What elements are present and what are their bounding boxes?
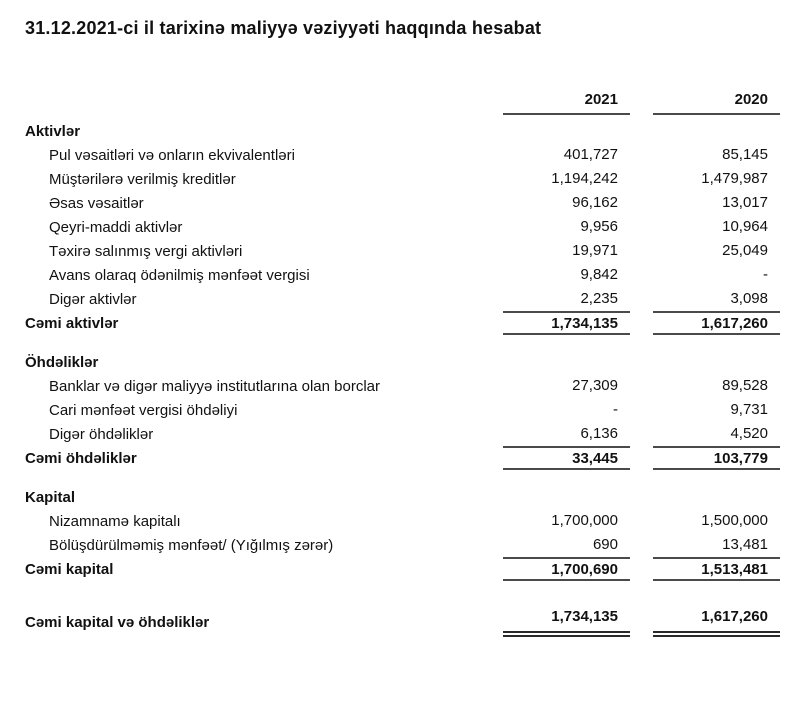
section-0-row-2-value-2021: 96,162: [572, 194, 618, 211]
section-2-row-1-value-2021: 690: [592, 536, 618, 553]
table-header-row: [25, 89, 780, 115]
section-0-row-0: [25, 143, 780, 167]
section-0-row-0-label: Pul vəsaitləri və onların ekvivalentləri: [49, 146, 295, 164]
section-0-row-2: [25, 191, 780, 215]
section-1-row-1-label: Cari mənfəət vergisi öhdəliyi: [49, 401, 238, 419]
section-header-1-label: Öhdəliklər: [25, 353, 99, 371]
section-0-row-3-label: Qeyri-maddi aktivlər: [49, 218, 183, 236]
section-1-row-1: [25, 398, 780, 422]
column-header-2021: 2021: [503, 89, 630, 115]
section-0-row-1-value-2020: 1,479,987: [701, 170, 768, 187]
section-header-1: [25, 350, 780, 374]
section-1-total-row-value-2021: 33,445: [503, 446, 630, 470]
section-header-1-value-2020: [653, 350, 780, 374]
balance-sheet-table: [25, 89, 780, 637]
section-header-2-value-2021: [503, 485, 630, 509]
section-header-2-label: Kapital: [25, 488, 76, 506]
column-header-2020: 2020: [653, 89, 780, 115]
section-1-total-row: [25, 446, 780, 470]
section-2-row-1: [25, 533, 780, 557]
section-0-row-6-value-2021: 2,235: [580, 290, 618, 307]
section-0-row-3-value-2021: 9,956: [580, 218, 618, 235]
section-2-total-row-value-2020: 1,513,481: [653, 557, 780, 581]
section-1-row-0: [25, 374, 780, 398]
section-0-row-3: [25, 215, 780, 239]
section-2-total-row-value-2021: 1,700,690: [503, 557, 630, 581]
section-1-total-row-label: Cəmi öhdəliklər: [25, 449, 137, 467]
section-0-total-row-value-2020: 1,617,260: [653, 311, 780, 335]
grand-total-row: [25, 607, 780, 637]
section-0-row-0-value-2021: 401,727: [563, 146, 618, 163]
section-0-total-row: [25, 311, 780, 335]
section-2-row-0-value-2021: 1,700,000: [551, 512, 618, 529]
section-2-row-1-value-2020: 13,481: [722, 536, 768, 553]
section-1-row-0-label: Banklar və digər maliyyə institutlarına olan borclar: [49, 377, 380, 395]
section-header-0-label: Aktivlər: [25, 122, 81, 140]
section-0-row-1: [25, 167, 780, 191]
section-header-0-value-2021: [503, 119, 630, 143]
section-header-0-value-2020: [653, 119, 780, 143]
page-title: 31.12.2021-ci il tarixinə maliyyə vəziyyəti haqqında hesabat: [25, 18, 542, 38]
section-0-row-5: [25, 263, 780, 287]
section-0-row-6: [25, 287, 780, 311]
section-0-row-5-label: Avans olaraq ödənilmiş mənfəət vergisi: [49, 266, 310, 284]
section-1-row-0-value-2021: 27,309: [572, 377, 618, 394]
section-0-row-5-value-2021: 9,842: [580, 266, 618, 283]
section-0-total-row-value-2021: 1,734,135: [503, 311, 630, 335]
section-0-row-5-value-2020: -: [763, 266, 768, 283]
section-0-row-1-value-2021: 1,194,242: [551, 170, 618, 187]
section-0-row-4-label: Təxirə salınmış vergi aktivləri: [49, 242, 243, 260]
section-0-row-6-label: Digər aktivlər: [49, 290, 137, 308]
section-header-1-value-2021: [503, 350, 630, 374]
section-0-row-2-label: Əsas vəsaitlər: [49, 194, 144, 212]
section-1-row-0-value-2020: 89,528: [722, 377, 768, 394]
section-1-row-2-label: Digər öhdəliklər: [49, 425, 154, 443]
grand-total-row-label: Cəmi kapital və öhdəliklər: [25, 613, 210, 631]
section-0-row-4-value-2021: 19,971: [572, 242, 618, 259]
grand-total-row-value-2021: 1,734,135: [503, 607, 630, 637]
section-1-row-2-value-2020: 4,520: [730, 425, 768, 442]
section-1-row-1-value-2021: -: [613, 401, 618, 418]
section-1-row-2-value-2021: 6,136: [580, 425, 618, 442]
section-0-row-3-value-2020: 10,964: [722, 218, 768, 235]
section-2-row-0-value-2020: 1,500,000: [701, 512, 768, 529]
section-header-2: [25, 485, 780, 509]
table-body: [25, 119, 780, 637]
section-2-total-row: [25, 557, 780, 581]
section-header-2-value-2020: [653, 485, 780, 509]
section-0-row-4-value-2020: 25,049: [722, 242, 768, 259]
section-0-row-6-value-2020: 3,098: [730, 290, 768, 307]
section-2-total-row-label: Cəmi kapital: [25, 560, 114, 578]
section-0-total-row-label: Cəmi aktivlər: [25, 314, 119, 332]
section-1-row-1-value-2020: 9,731: [730, 401, 768, 418]
section-2-row-0: [25, 509, 780, 533]
section-1-total-row-value-2020: 103,779: [653, 446, 780, 470]
section-0-row-0-value-2020: 85,145: [722, 146, 768, 163]
section-0-row-4: [25, 239, 780, 263]
section-2-row-0-label: Nizamnamə kapitalı: [49, 512, 181, 530]
section-header-0: [25, 119, 780, 143]
section-0-row-1-label: Müştərilərə verilmiş kreditlər: [49, 170, 236, 188]
section-2-row-1-label: Bölüşdürülməmiş mənfəət/ (Yığılmış zərər): [49, 536, 334, 554]
grand-total-row-value-2020: 1,617,260: [653, 607, 780, 637]
section-1-row-2: [25, 422, 780, 446]
section-0-row-2-value-2020: 13,017: [722, 194, 768, 211]
